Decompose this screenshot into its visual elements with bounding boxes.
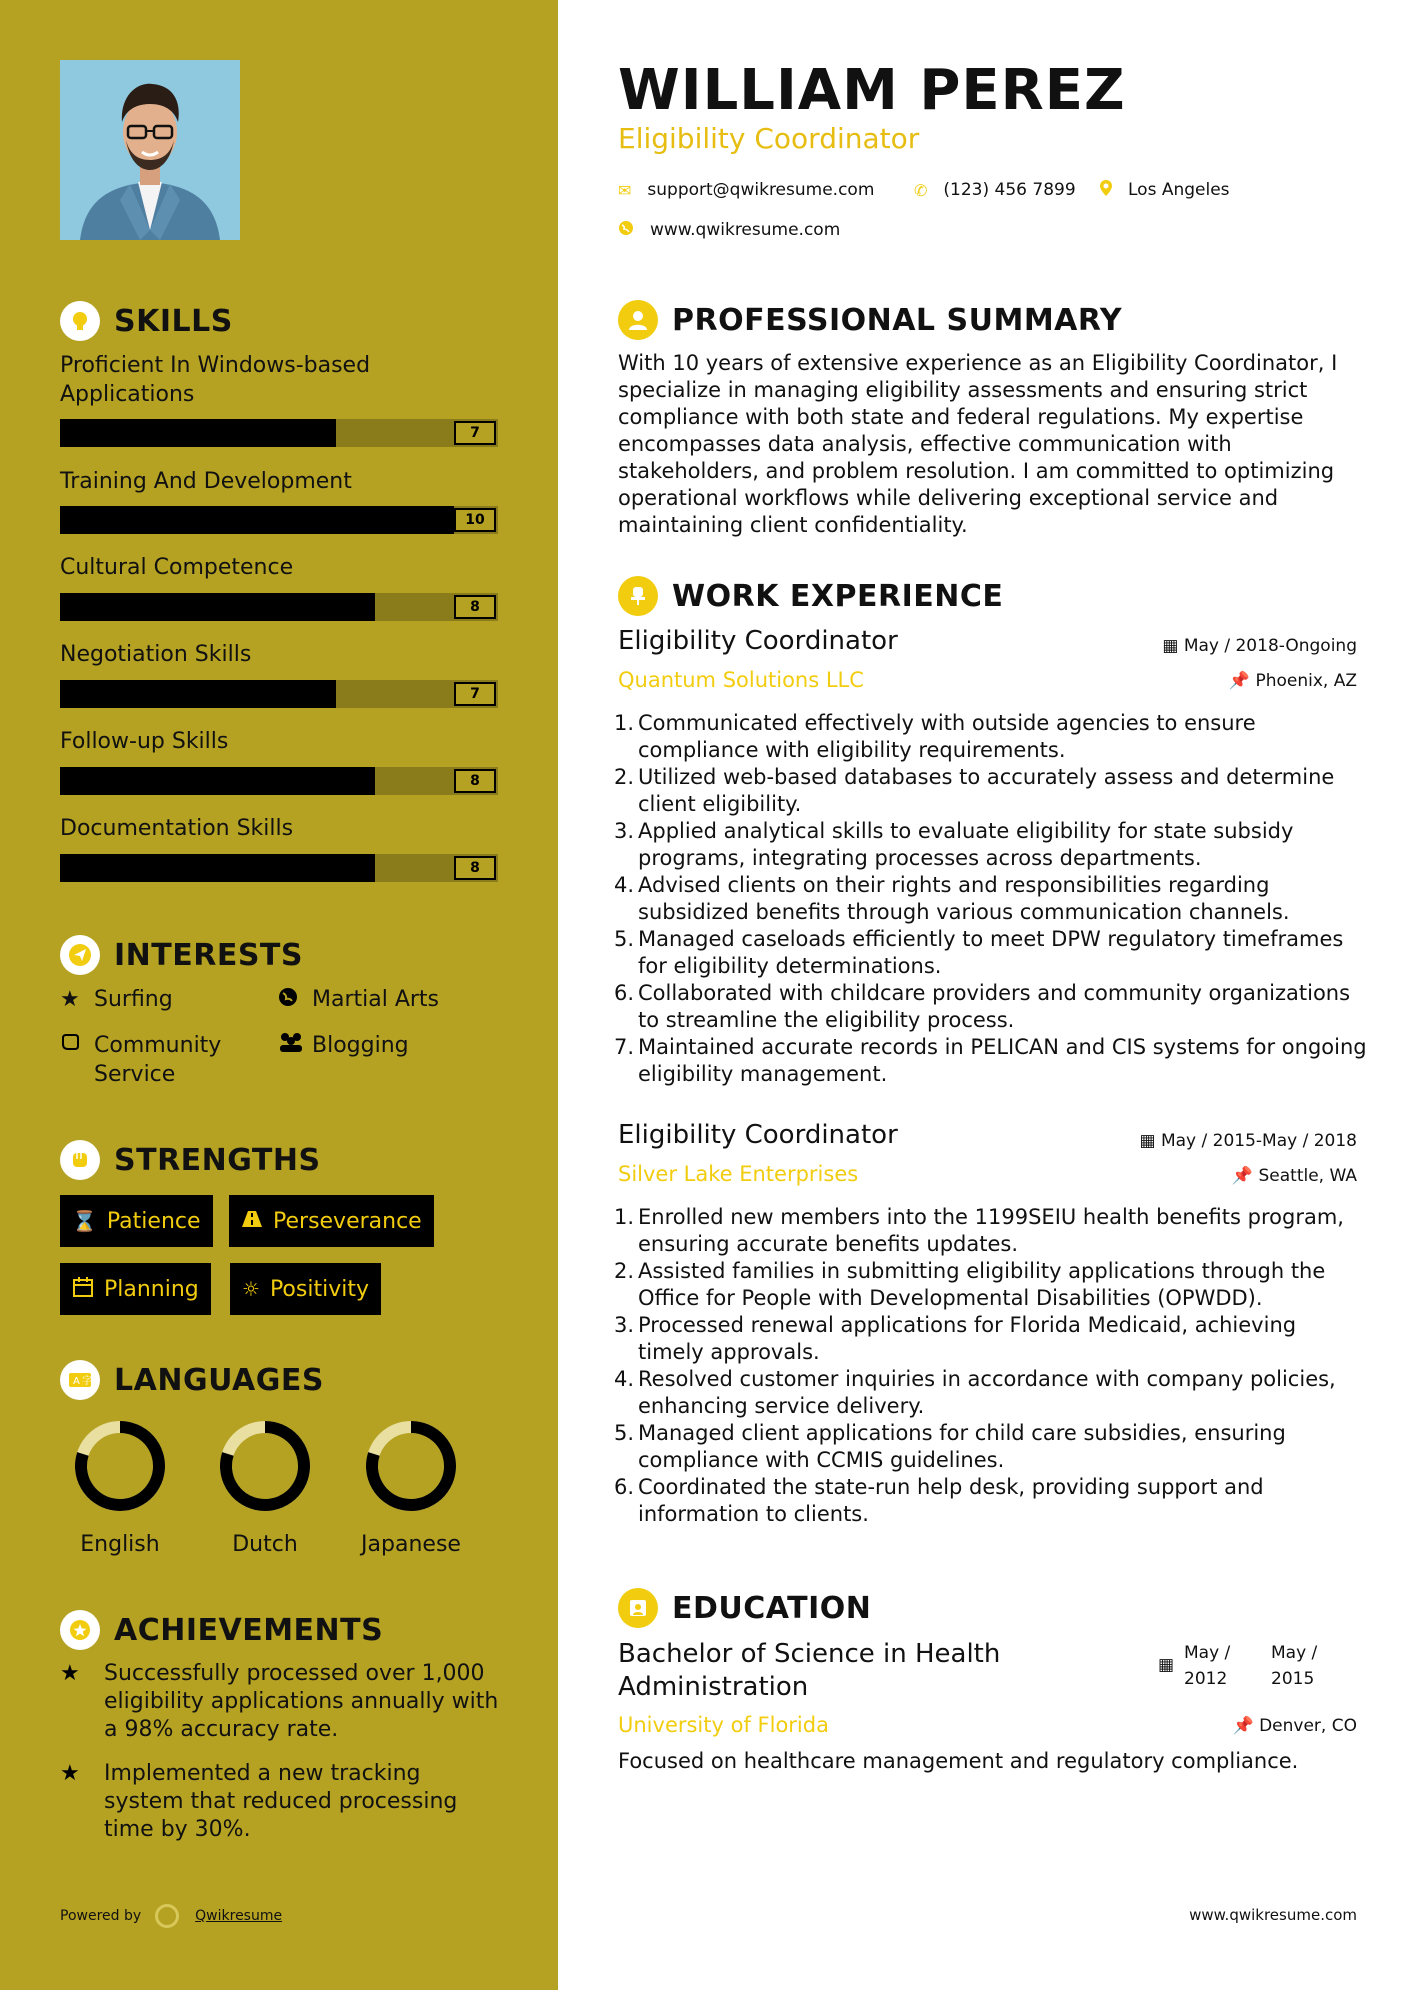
education-location-text: Denver, CO (1259, 1716, 1357, 1736)
qwikresume-logo-icon (155, 1904, 179, 1928)
skill-label: Proficient In Windows-based Applications (60, 353, 371, 407)
experience-title: WORK EXPERIENCE (672, 578, 1004, 614)
language-item (341, 1418, 481, 1557)
education-location (1233, 1716, 1357, 1736)
profile-photo (60, 60, 240, 240)
users-icon (278, 1031, 304, 1060)
language-label: Japanese (361, 1532, 461, 1557)
job-location-text: Phoenix, AZ (1255, 671, 1357, 691)
hourglass-icon: ⌛ (72, 1209, 97, 1233)
star-badge-icon (60, 1610, 100, 1650)
candidate-role: Eligibility Coordinator (618, 122, 920, 155)
skill-label: Negotiation Skills (60, 642, 252, 667)
skill-bar-fill (60, 419, 336, 447)
job-location (1229, 671, 1357, 691)
job-date (1162, 636, 1357, 656)
skill-score: 7 (454, 421, 496, 445)
sun-icon: ☼ (242, 1277, 260, 1301)
end-month: May / (1271, 1643, 1318, 1663)
achievement-item (60, 1760, 500, 1844)
job-bullets (608, 1204, 1368, 1528)
contact-phone (914, 180, 1076, 200)
skill-bar-fill (60, 506, 454, 534)
summary-text: With 10 years of extensive experience as an Eligibility Coordinator, I specialize in managing eligibility assessments and ensuring strict compliance with both state and federal regulations. My expertise encompasses data analysis, effective communication with stakeholders, and problem resolution. I am committed to optimizing operational workflows while delivering exceptional service and maintaining client confidentiality. (618, 351, 1338, 537)
powered-by (60, 1904, 282, 1928)
skill-score: 7 (454, 682, 496, 706)
interest-item (278, 1031, 409, 1060)
calendar-icon: ▦ (1158, 1655, 1175, 1675)
interests-title: INTERESTS (114, 937, 303, 973)
skills-header (60, 301, 233, 341)
job-location (1232, 1166, 1357, 1186)
skill-label: Follow-up Skills (60, 729, 229, 754)
job-title: Eligibility Coordinator (618, 626, 898, 656)
education-start (1184, 1640, 1230, 1692)
strength-badge (230, 1263, 381, 1315)
language-label: Dutch (232, 1532, 298, 1557)
job-bullet: 4. Advised clients on their rights and responsibilities regarding subsidized benefits through various communication channels. (613, 873, 1290, 924)
job-bullet: 6. Coordinated the state-run help desk, providing support and information to clients. (613, 1475, 1264, 1526)
achievement-text: Implemented a new tracking system that reduced processing time by 30%. (104, 1761, 458, 1842)
education-end (1271, 1640, 1317, 1692)
main-content (558, 0, 1407, 1990)
strength-badge (60, 1195, 213, 1247)
job-company: Silver Lake Enterprises (618, 1162, 859, 1186)
website-text: www.qwikresume.com (650, 220, 841, 240)
skill-bar (60, 506, 498, 534)
globe-icon (618, 220, 634, 240)
skills-title: SKILLS (114, 303, 233, 339)
job-bullet: 6. Collaborated with childcare providers and community organizations to streamline the eligibility process. (613, 981, 1351, 1032)
start-month: May / (1184, 1643, 1231, 1663)
phone-text: (123) 456 7899 (943, 180, 1076, 200)
chair-icon (618, 576, 658, 616)
experience-header (618, 576, 1003, 616)
end-year: 2015 (1271, 1669, 1315, 1689)
job-date (1140, 1131, 1358, 1151)
strength-badge (229, 1195, 434, 1247)
phone-icon: ✆ (914, 180, 928, 200)
skill-score: 8 (454, 856, 496, 880)
skill-bar (60, 680, 498, 708)
footer-url[interactable]: www.qwikresume.com (1189, 1906, 1357, 1924)
interest-item (60, 985, 173, 1014)
skill-bar (60, 419, 498, 447)
interest-label: Martial Arts (312, 987, 440, 1012)
skill-bar (60, 767, 498, 795)
powered-by-label: Powered by (60, 1908, 142, 1924)
user-icon (618, 300, 658, 340)
achievements-title: ACHIEVEMENTS (114, 1612, 384, 1648)
languages-header (60, 1360, 324, 1400)
achievement-item (60, 1660, 500, 1744)
pin-icon: 📌 (1228, 671, 1256, 691)
job-bullet: 2. Assisted families in submitting eligibility applications through the Office for People with Developmental Disabilities (OPWDD). (613, 1259, 1326, 1310)
svg-text:字: 字 (82, 1376, 92, 1387)
summary-title: PROFESSIONAL SUMMARY (672, 302, 1123, 338)
school-name: University of Florida (618, 1713, 829, 1737)
pin-icon: 📌 (1232, 1716, 1260, 1736)
road-icon (241, 1209, 263, 1234)
job-title: Eligibility Coordinator (618, 1120, 898, 1150)
job-bullets (608, 710, 1368, 1088)
job-company: Quantum Solutions LLC (618, 668, 864, 692)
sidebar (0, 0, 558, 1990)
summary-header (618, 300, 1122, 340)
language-item (195, 1418, 335, 1557)
skill-bar-fill (60, 593, 375, 621)
strengths-title: STRENGTHS (114, 1142, 321, 1178)
language-item (50, 1418, 190, 1557)
job-bullet: 1. Enrolled new members into the 1199SEIU health benefits program, ensuring accurate benefits updates. (613, 1205, 1344, 1256)
job-bullet: 7. Maintained accurate records in PELICAN and CIS systems for ongoing eligibility management. (613, 1035, 1367, 1086)
interest-label: Surfing (94, 987, 173, 1012)
strength-label: Perseverance (273, 1208, 422, 1234)
star-check-icon: ★ (60, 1761, 80, 1786)
skill-bar-fill (60, 854, 375, 882)
job-bullet: 4. Resolved customer inquiries in accordance with company policies, enhancing service delivery. (613, 1367, 1336, 1418)
interests-header (60, 935, 303, 975)
interest-item (60, 1031, 260, 1089)
skill-bar (60, 593, 498, 621)
contact-website[interactable] (618, 220, 840, 240)
education-title: EDUCATION (672, 1590, 872, 1626)
job-location-text: Seattle, WA (1258, 1166, 1357, 1186)
calendar-icon: ▦ (1139, 1131, 1161, 1151)
map-pin-icon (1100, 180, 1112, 200)
paper-plane-icon (60, 935, 100, 975)
job-bullet: 3. Applied analytical skills to evaluate eligibility for state subsidy programs, integrating processes across departments. (613, 819, 1294, 870)
calendar-icon: ▦ (1162, 636, 1184, 656)
candidate-name: WILLIAM PEREZ (618, 58, 1126, 123)
skill-bar-fill (60, 680, 336, 708)
skill-label: Training And Development (60, 469, 352, 494)
svg-text:A: A (73, 1376, 80, 1387)
language-ring (72, 1418, 168, 1514)
job-bullet: 2. Utilized web-based databases to accurately assess and determine client eligibility. (613, 765, 1335, 816)
pin-icon: 📌 (1231, 1166, 1259, 1186)
calendar-icon (72, 1276, 94, 1303)
strength-badge (60, 1263, 211, 1315)
skill-score: 8 (454, 769, 496, 793)
job-bullet: 5. Managed caseloads efficiently to meet DPW regulatory timeframes for eligibility determinations. (613, 927, 1344, 978)
strength-label: Patience (106, 1208, 201, 1234)
envelope-icon: ✉ (618, 180, 632, 200)
job-date-text: May / 2015-May / 2018 (1160, 1131, 1357, 1151)
skill-score: 10 (454, 508, 496, 532)
job-bullet: 3. Processed renewal applications for Florida Medicaid, achieving timely approvals. (613, 1313, 1297, 1364)
degree-title: Bachelor of Science in Health Administration (618, 1639, 1001, 1702)
interest-label: Blogging (312, 1033, 409, 1058)
star-check-icon: ★ (60, 1661, 80, 1686)
contact-email[interactable] (618, 180, 874, 200)
globe-icon (278, 985, 304, 1014)
contact-location (1100, 180, 1230, 200)
interest-item (278, 985, 439, 1014)
skill-label: Cultural Competence (60, 555, 294, 580)
strengths-header (60, 1140, 321, 1180)
achievements-header (60, 1610, 383, 1650)
graduate-icon (618, 1588, 658, 1628)
education-description: Focused on healthcare management and regulatory compliance. (618, 1749, 1299, 1773)
language-icon (60, 1360, 100, 1400)
job-date-text: May / 2018-Ongoing (1183, 636, 1357, 656)
lightbulb-icon (60, 301, 100, 341)
skill-label: Documentation Skills (60, 816, 294, 841)
skill-score: 8 (454, 595, 496, 619)
skill-bar (60, 854, 498, 882)
email-text: support@qwikresume.com (647, 180, 875, 200)
fist-icon (60, 1140, 100, 1180)
language-label: English (80, 1532, 160, 1557)
interest-label: Community Service (94, 1033, 222, 1087)
skill-bar-fill (60, 767, 375, 795)
location-text: Los Angeles (1128, 180, 1230, 200)
job-bullet: 5. Managed client applications for child care subsidies, ensuring compliance with CCMIS guidelines. (613, 1421, 1286, 1472)
strength-label: Positivity (269, 1276, 369, 1302)
language-ring (363, 1418, 459, 1514)
languages-title: LANGUAGES (114, 1362, 324, 1398)
qwikresume-link[interactable]: Qwikresume (195, 1908, 283, 1924)
star-icon: ★ (60, 987, 80, 1012)
start-year: 2012 (1184, 1669, 1228, 1689)
strength-label: Planning (104, 1276, 199, 1302)
hand-icon (60, 1031, 86, 1060)
achievement-text: Successfully processed over 1,000 eligibility applications annually with a 98% accuracy rate. (104, 1661, 499, 1742)
language-ring (217, 1418, 313, 1514)
job-bullet: 1. Communicated effectively with outside agencies to ensure compliance with eligibility requirements. (613, 711, 1256, 762)
education-header (618, 1588, 871, 1628)
